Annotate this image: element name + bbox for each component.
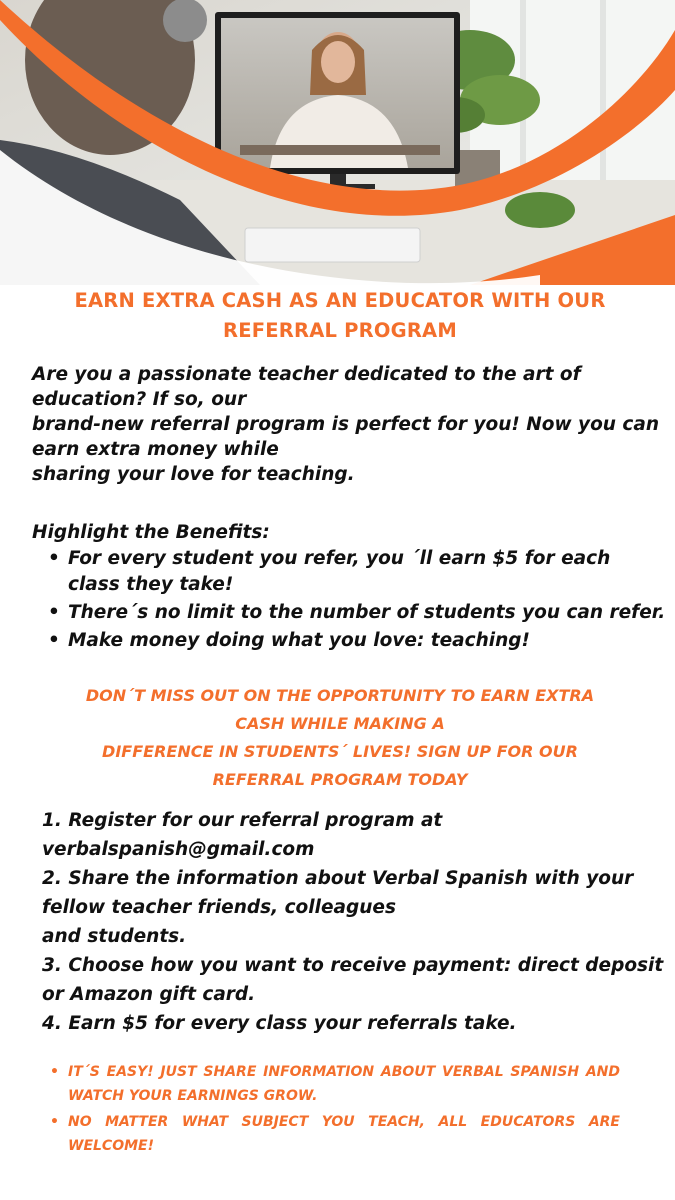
step-line: 1. Register for our referral program at xyxy=(42,810,443,831)
cta-line: REFERRAL PROGRAM TODAY xyxy=(212,770,468,789)
benefit-item xyxy=(48,600,668,626)
benefit-text: Make money doing what you love: teaching! xyxy=(68,630,530,651)
keyboard xyxy=(245,228,420,262)
intro-line: brand-new referral program is perfect for you! Now you can xyxy=(32,414,660,435)
bullet-icon: • xyxy=(48,602,60,623)
step-email[interactable]: verbalspanish@gmail.com xyxy=(42,839,315,860)
title-line: REFERRAL PROGRAM xyxy=(223,319,457,342)
intro-line: sharing your love for teaching. xyxy=(32,464,355,485)
tip-text: IT´S EASY! JUST SHARE INFORMATION ABOUT VERBAL SPANISH AND WATCH YOUR EARNINGS GROW. xyxy=(68,1064,620,1104)
hero-photo xyxy=(0,0,675,285)
step-line: fellow teacher friends, colleagues xyxy=(42,897,396,918)
tip-item xyxy=(50,1110,620,1158)
benefit-text: There´s no limit to the number of students you can refer. xyxy=(68,602,666,623)
cta-line: DIFFERENCE IN STUDENTS´ LIVES! SIGN UP FOR OUR xyxy=(102,742,578,761)
intro-line: earn extra money while xyxy=(32,439,279,460)
step-line: or Amazon gift card. xyxy=(42,984,256,1005)
step-line: 3. Choose how you want to receive payment: direct deposit xyxy=(42,955,664,976)
call-to-action xyxy=(40,682,640,794)
benefits-heading: Highlight the Benefits: xyxy=(32,522,270,543)
hero-illustration xyxy=(0,0,675,285)
step-line: 4. Earn $5 for every class your referrals take. xyxy=(42,1013,517,1034)
page-title xyxy=(40,286,640,346)
step-line: 2. Share the information about Verbal Spanish with your xyxy=(42,868,634,889)
steps-list xyxy=(42,806,667,1038)
tip-item xyxy=(50,1060,620,1108)
intro-line: Are you a passionate teacher dedicated to the art of xyxy=(32,364,581,385)
bullet-icon: • xyxy=(48,630,60,651)
cta-line: DON´T MISS OUT ON THE OPPORTUNITY TO EARN EXTRA xyxy=(85,686,595,705)
tips-list xyxy=(50,1060,620,1160)
benefit-text: For every student you refer, you ´ll earn $5 for each class they take! xyxy=(68,548,611,595)
bullet-icon: • xyxy=(50,1114,59,1130)
intro-line: education? If so, our xyxy=(32,389,247,410)
title-line: EARN EXTRA CASH AS AN EDUCATOR WITH OUR xyxy=(74,289,606,312)
cta-line: CASH WHILE MAKING A xyxy=(235,714,445,733)
benefit-item xyxy=(48,546,668,598)
benefit-item xyxy=(48,628,668,654)
step-line: and students. xyxy=(42,926,187,947)
intro-paragraph xyxy=(32,362,662,487)
bullet-icon: • xyxy=(48,548,60,569)
benefits-list xyxy=(48,546,668,656)
bullet-icon: • xyxy=(50,1064,59,1080)
tip-text: NO MATTER WHAT SUBJECT YOU TEACH, ALL EDUCATORS ARE WELCOME! xyxy=(68,1114,620,1154)
